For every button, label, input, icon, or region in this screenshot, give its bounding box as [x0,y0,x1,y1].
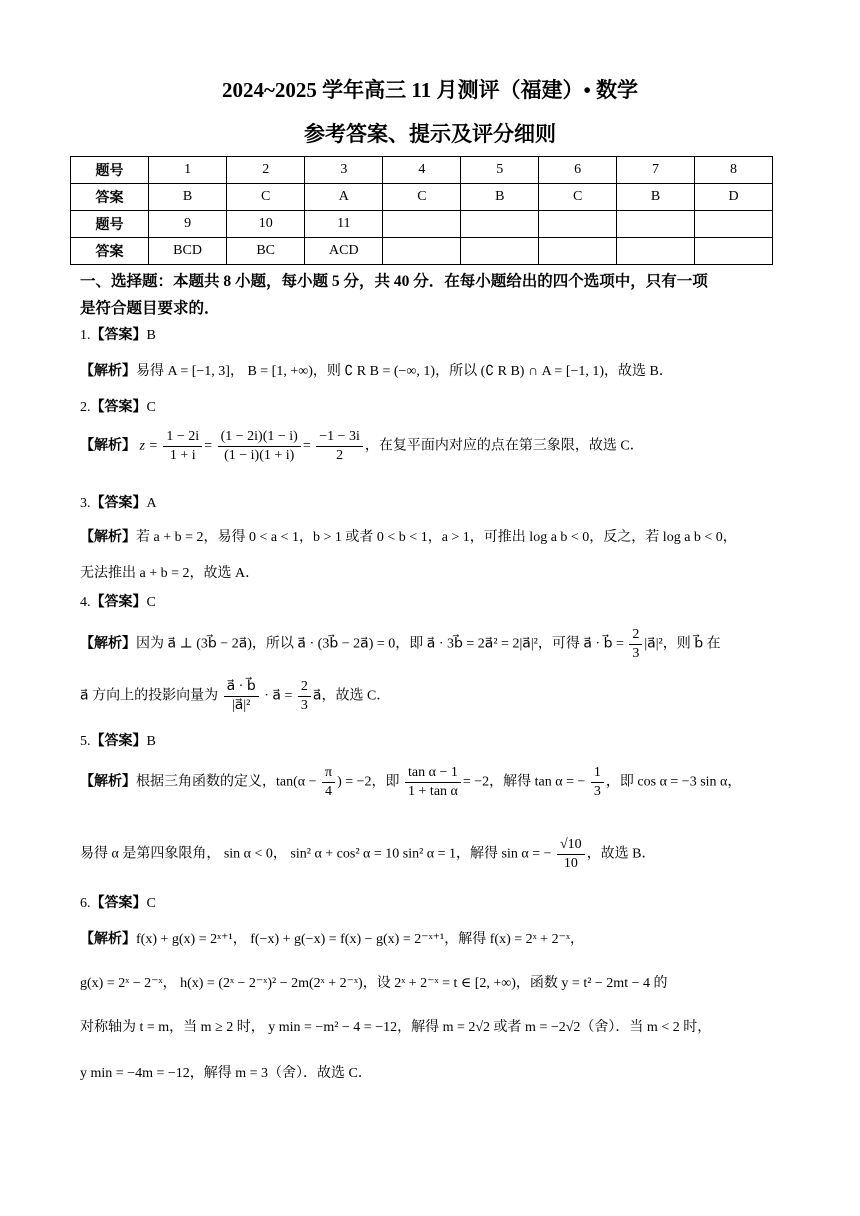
analysis-tag: 【解析】 [80,932,136,947]
fraction [629,626,642,663]
q1-answer-value: B [146,328,156,343]
numerator: 1 [591,764,604,783]
analysis-tag: 【解析】 [80,438,136,454]
q6-line1: f(x) + g(x) = 2ˣ⁺¹， f(−x) + g(−x) = f(x) − g(x) = 2⁻ˣ⁺¹，解得 f(x) = 2ˣ + 2⁻ˣ， [136,932,585,947]
q5-number: 5. [80,734,91,749]
table-cell [617,238,695,265]
table-head: 题号 [71,157,149,184]
numerator: −1 − 3i [316,428,363,447]
denominator: 4 [325,784,333,799]
table-head: 答案 [71,184,149,211]
answer-tag: 【答案】 [90,496,147,511]
q1-number: 1. [80,328,91,343]
page-title: 2024~2025 学年高三 11 月测评（福建）• 数学 [221,78,639,102]
q5-analysis-cont [80,836,656,873]
table-cell: 2 [227,157,305,184]
q5-l1b: ) = −2，即 [337,774,400,790]
table-cell [461,238,539,265]
q2-lhs: z = [139,438,158,454]
q2-answer [80,398,156,418]
q3-analysis [80,528,737,548]
q1-analysis-text: 易得 A = [−1, 3]， B = [1, +∞)，则 ∁ R B = (−∞, 1)，所以 (∁ R B) ∩ A = [−1, 1)，故选 B． [136,364,673,379]
table-cell [539,211,617,238]
q1-answer [80,326,156,346]
answer-tag: 【答案】 [90,896,147,911]
table-cell: 8 [695,157,773,184]
analysis-tag: 【解析】 [80,530,136,545]
table-row [71,157,773,184]
answer-tag: 【答案】 [90,734,147,749]
table-cell [539,238,617,265]
q3-number: 3. [80,496,91,511]
q5-answer-value: B [146,734,156,749]
denominator: (1 − i)(1 + i) [224,448,295,463]
section-heading-cont: 是符合题目要求的． [80,300,220,317]
q3-analysis-cont: 无法推出 a + b = 2，故选 A． [80,566,260,581]
answer-tag: 【答案】 [90,595,147,610]
table-cell: A [305,184,383,211]
q2-analysis: 【解析】 z = $\frac{1 - 2i}{1 + i}$ = $\frac{(1 - 2i)(1 - i)}{(1 - i)(1 + i)}$ = $\frac{-1 - 3i}{2}$ ，在复平面内对应的点在第三象限，故选 C． [80,429,644,463]
q2-tail: ，在复平面内对应的点在第三象限，故选 C． [364,438,644,454]
analysis-tag: 【解析】 [80,636,136,652]
numerator: tan α − 1 [405,764,461,783]
fraction [322,764,335,801]
table-cell: 3 [305,157,383,184]
q4-line2a: a⃗ 方向上的投影向量为 [80,688,219,704]
q5-l2b: ，故选 B． [586,846,656,862]
q6-answer-value: C [146,896,156,911]
q2-number: 2. [80,400,91,415]
q6-line4: y min = −4m = −12，解得 m = 3（舍）．故选 C． [80,1066,372,1081]
analysis-tag: 【解析】 [80,774,136,790]
q4-line2b: a⃗，故选 C． [312,688,391,704]
table-cell: 9 [148,211,226,238]
denominator: 1 + tan α [408,784,458,799]
table-cell [695,211,773,238]
q3-answer-value: A [146,496,157,511]
numerator: 2 [298,678,311,697]
q4-mid: · a⃗ = [264,688,293,704]
table-cell [383,238,461,265]
table-cell: 5 [461,157,539,184]
numerator: √10 [557,836,585,855]
numerator: a⃗ · b⃗ [224,678,259,697]
q6-analysis [80,930,584,950]
denominator: 10 [563,856,578,871]
fraction [163,428,202,465]
table-cell: C [383,184,461,211]
q4-analysis-cont [80,678,390,715]
table-cell: B [617,184,695,211]
q5-analysis [80,764,741,801]
table-cell [461,211,539,238]
table-cell: ACD [305,238,383,265]
q4-line1a: 因为 a⃗ ⊥ (3b⃗ − 2a⃗)，所以 a⃗ · (3b⃗ − 2a⃗) = 0，即 a⃗ · 3b⃗ = 2a⃗² = 2|a⃗|²，可得 a⃗ · b⃗ = [136,636,624,652]
page-subtitle: 参考答案、提示及评分细则 [304,122,556,146]
numerator: π [322,764,335,783]
denominator: 3 [632,646,640,661]
q5-l1a: 根据三角函数的定义，tan(α − [136,774,317,790]
q6-number: 6. [80,896,91,911]
table-cell: 7 [617,157,695,184]
table-cell [617,211,695,238]
numerator: 1 − 2i [163,428,202,447]
table-cell: B [148,184,226,211]
q5-l2a: 易得 α 是第四象限角， sin α < 0， sin² α + cos² α = 10 sin² α = 1，解得 sin α = − [80,846,552,862]
analysis-tag: 【解析】 [80,364,136,379]
table-cell: D [695,184,773,211]
fraction [218,428,301,465]
table-head: 答案 [71,238,149,265]
q4-analysis [80,626,721,663]
table-head: 题号 [71,211,149,238]
table-cell: C [539,184,617,211]
table-cell: BCD [148,238,226,265]
denominator: 1 + i [169,448,196,463]
fraction [298,678,311,715]
table-cell: C [227,184,305,211]
q4-answer-value: C [146,595,156,610]
answer-table [70,156,773,265]
q3-answer [80,494,157,514]
q5-answer [80,732,156,752]
table-cell: 1 [148,157,226,184]
fraction [591,764,604,801]
table-cell: 10 [227,211,305,238]
fraction [557,836,585,873]
denominator: 3 [593,784,601,799]
fraction [405,764,461,801]
table-row [71,238,773,265]
denominator: 2 [336,448,344,463]
fraction [224,678,259,715]
section-heading: 一、选择题：本题共 8 小题，每小题 5 分，共 40 分．在每小题给出的四个选项中，只有一项 [80,273,708,290]
q1-analysis [80,362,673,382]
denominator: |a⃗|² [231,698,251,713]
table-row [71,184,773,211]
table-cell [695,238,773,265]
table-cell: B [461,184,539,211]
q6-line2: g(x) = 2ˣ − 2⁻ˣ， h(x) = (2ˣ − 2⁻ˣ)² − 2m(2ˣ + 2⁻ˣ)，设 2ˣ + 2⁻ˣ = t ∈ [2, +∞)，函数 y = t² − 2mt − 4 的 [80,976,668,991]
q6-answer [80,894,156,914]
q2-answer-value: C [146,400,156,415]
q4-line1b: |a⃗|²，则 b⃗ 在 [644,636,721,652]
q5-l1c: = −2，解得 tan α = − [462,774,586,790]
table-cell: 6 [539,157,617,184]
q5-l1d: ，即 cos α = −3 sin α， [605,774,742,790]
q6-line3: 对称轴为 t = m，当 m ≥ 2 时， y min = −m² − 4 = −12，解得 m = 2√2 或者 m = −2√2（舍）．当 m < 2 时， [80,1020,712,1035]
table-cell: 4 [383,157,461,184]
numerator: 2 [629,626,642,645]
answer-tag: 【答案】 [90,400,147,415]
answer-tag: 【答案】 [90,328,147,343]
denominator: 3 [300,698,308,713]
table-cell [383,211,461,238]
table-row [71,211,773,238]
numerator: (1 − 2i)(1 − i) [218,428,301,447]
q4-answer [80,593,156,613]
table-cell: BC [227,238,305,265]
table-cell: 11 [305,211,383,238]
q3-line1: 若 a + b = 2，易得 0 < a < 1，b > 1 或者 0 < b < 1，a > 1，可推出 log a b < 0，反之，若 log a b < 0， [136,530,737,545]
fraction [316,428,363,465]
q4-number: 4. [80,595,91,610]
